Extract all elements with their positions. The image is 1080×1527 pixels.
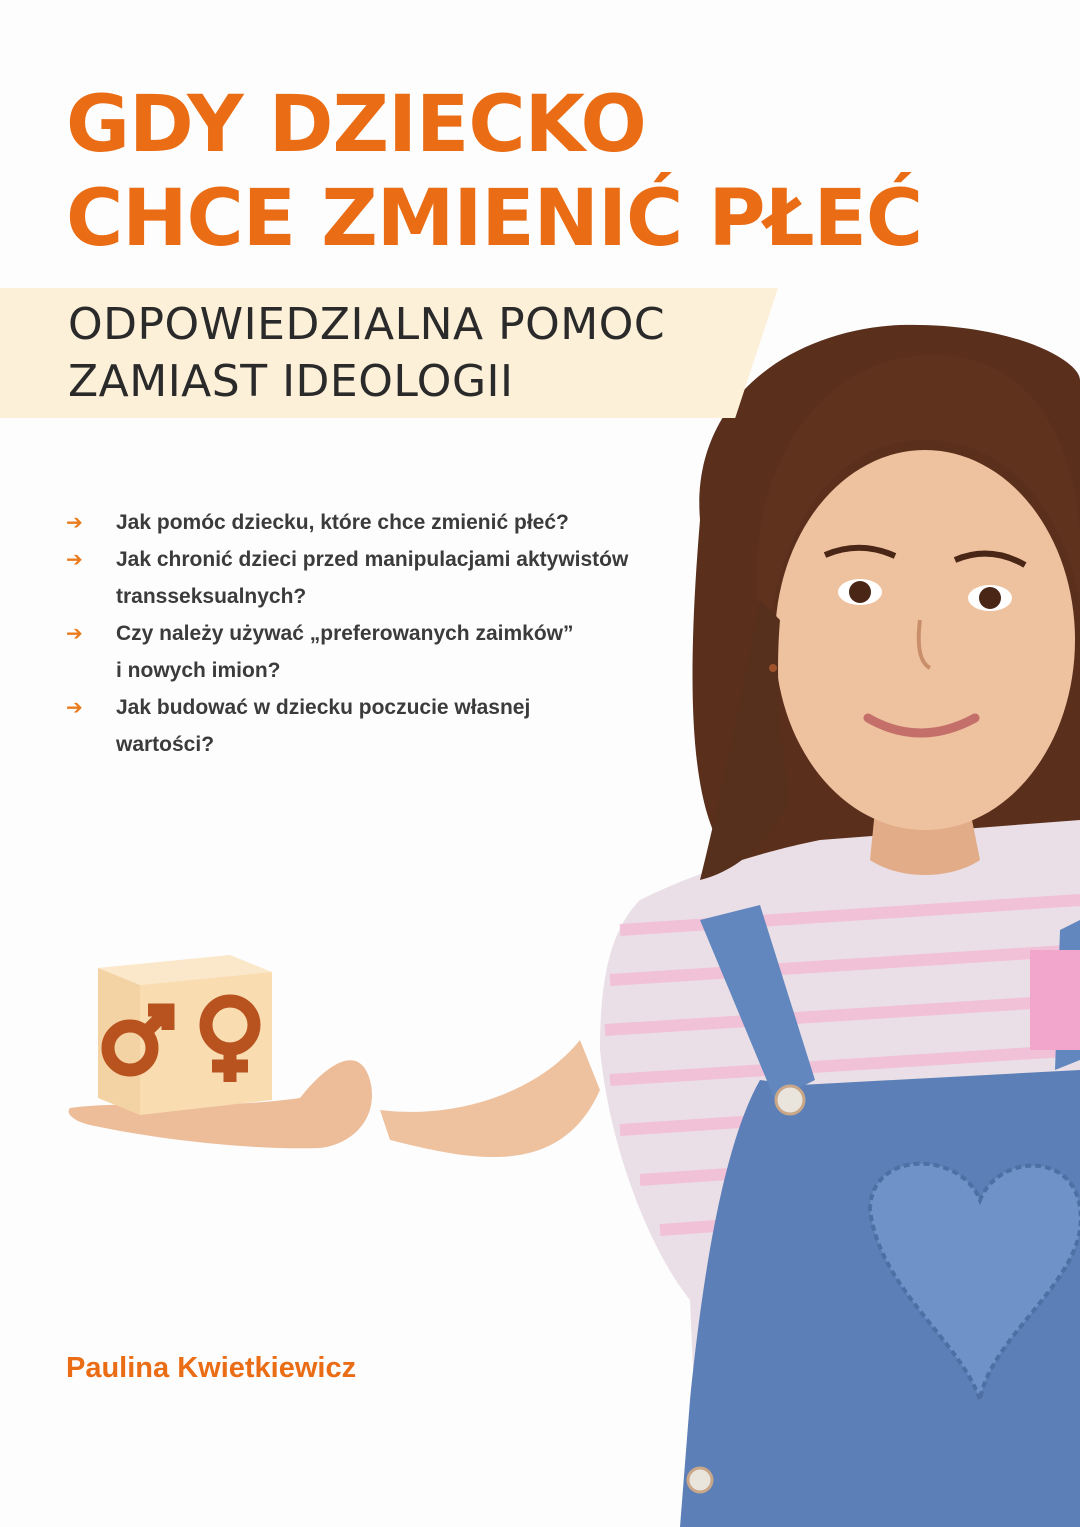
list-item xyxy=(66,541,666,615)
book-title xyxy=(66,78,922,266)
male-symbol-icon xyxy=(108,1010,168,1070)
question-text-cont: i nowych imion? xyxy=(116,659,281,682)
cube-top xyxy=(98,955,272,985)
list-item xyxy=(66,689,666,763)
face xyxy=(775,450,1075,830)
female-symbol-icon xyxy=(206,1001,254,1082)
question-text-cont: transseksualnych? xyxy=(116,585,307,608)
cube-right xyxy=(140,972,272,1115)
subtitle-line-1: ODPOWIEDZIALNA POMOC xyxy=(68,299,666,350)
list-item xyxy=(66,504,666,541)
arrow-right-icon: ➔ xyxy=(66,547,83,571)
author-name: Paulina Kwietkiewicz xyxy=(66,1352,357,1384)
title-line-2: CHCE ZMIENIĆ PŁEĆ xyxy=(66,174,923,264)
neck xyxy=(870,760,980,875)
hair-back xyxy=(693,325,1080,900)
arrow-right-icon: ➔ xyxy=(66,695,83,719)
hand xyxy=(69,1060,372,1148)
book-subtitle xyxy=(68,296,665,410)
question-text: Jak pomóc dziecku, które chce zmienić płeć? xyxy=(116,511,569,534)
list-item xyxy=(66,615,666,689)
question-text: Jak chronić dzieci przed manipulacjami aktywistów xyxy=(116,548,629,571)
cube-front xyxy=(98,968,140,1115)
question-text-cont: wartości? xyxy=(116,733,215,756)
question-list xyxy=(66,504,666,763)
overalls xyxy=(680,1070,1080,1527)
arrow-right-icon: ➔ xyxy=(66,621,83,645)
hair-front xyxy=(757,355,1080,620)
arm xyxy=(380,1040,600,1157)
subtitle-line-2: ZAMIAST IDEOLOGII xyxy=(68,356,514,407)
question-text: Czy należy używać „preferowanych zaimków” xyxy=(116,622,574,645)
shirt xyxy=(600,820,1080,1527)
title-line-1: GDY DZIECKO xyxy=(66,80,646,170)
question-text: Jak budować w dziecku poczucie własnej xyxy=(116,696,531,719)
arrow-right-icon: ➔ xyxy=(66,510,83,534)
